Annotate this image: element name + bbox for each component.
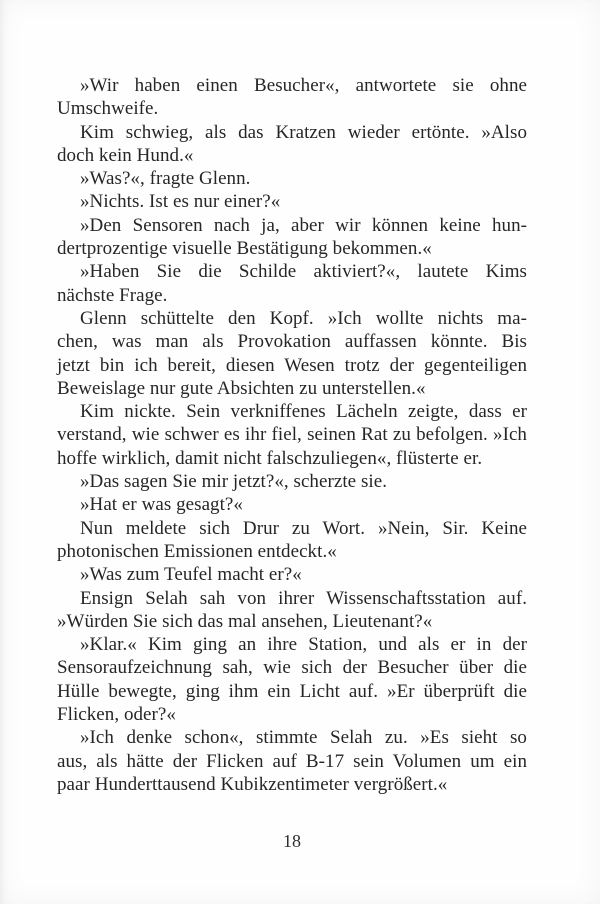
- paragraph: [57, 493, 527, 516]
- text-line: Ensign Selah sah von ihrer Wissenschaftsstation auf.: [80, 587, 527, 609]
- text-line: Flicken, oder?«: [57, 704, 176, 726]
- paragraph: [57, 726, 527, 796]
- text-line: »Ich denke schon«, stimmte Selah zu. »Es sieht so: [80, 727, 527, 749]
- text-line: photonischen Emissionen entdeckt.«: [57, 540, 337, 562]
- body-text: [57, 74, 527, 796]
- text-line: »Was zum Teufel macht er?«: [80, 564, 302, 586]
- text-line: »Hat er was gesagt?«: [80, 494, 243, 516]
- text-line: Beweislage nur gute Absichten zu unterstellen.«: [57, 377, 426, 399]
- text-line: Sensoraufzeichnung sah, wie sich der Besucher über die: [57, 657, 527, 679]
- text-line: chen, was man als Provokation auffassen könnte. Bis: [57, 331, 527, 353]
- text-line: »Das sagen Sie mir jetzt?«, scherzte sie.: [80, 471, 387, 493]
- text-line: Umschweife.: [57, 98, 159, 120]
- text-line: Glenn schüttelte den Kopf. »Ich wollte nichts ma-: [80, 307, 527, 329]
- paragraph: [57, 470, 527, 493]
- text-line: Nun meldete sich Drur zu Wort. »Nein, Sir. Keine: [80, 517, 527, 539]
- text-line: Hülle bewegte, ging ihm ein Licht auf. »Er überprüft die: [57, 680, 527, 702]
- paragraph: [57, 121, 527, 168]
- paragraph: [57, 517, 527, 564]
- paragraph: [57, 307, 527, 400]
- text-line: »Was?«, fragte Glenn.: [80, 168, 251, 190]
- text-line: »Nichts. Ist es nur einer?«: [80, 191, 281, 213]
- paragraph: [57, 563, 527, 586]
- text-line: hoffe wirklich, damit nicht falschzuliegen«, flüsterte er.: [57, 447, 483, 469]
- text-line: »Haben Sie die Schilde aktiviert?«, lautete Kims: [80, 261, 527, 283]
- text-line: »Klar.« Kim ging an ihre Station, und als er in der: [80, 634, 527, 656]
- page-number: 18: [283, 831, 301, 851]
- paragraph: [57, 167, 527, 190]
- text-line: nächste Frage.: [57, 284, 168, 306]
- text-line: verstand, wie schwer es ihr fiel, seinen Rat zu befolgen. »Ich: [57, 424, 527, 446]
- paragraph: [57, 400, 527, 470]
- paragraph: [57, 260, 527, 307]
- text-line: dertprozentige visuelle Bestätigung bekommen.«: [57, 238, 432, 260]
- paragraph: [57, 190, 527, 213]
- paragraph: [57, 74, 527, 121]
- text-line: Kim schwieg, als das Kratzen wieder ertönte. »Also: [80, 121, 527, 143]
- paragraph: [57, 633, 527, 726]
- paragraph: [57, 587, 527, 634]
- text-line: doch kein Hund.«: [57, 144, 194, 166]
- paragraph: [57, 214, 527, 261]
- text-line: aus, als hätte der Flicken auf B-17 sein Volumen um ein: [57, 750, 527, 772]
- text-line: paar Hunderttausend Kubikzentimeter vergrößert.«: [57, 773, 448, 795]
- text-line: »Den Sensoren nach ja, aber wir können keine hun-: [80, 214, 527, 236]
- text-line: jetzt bin ich bereit, diesen Wesen trotz der gegenteiligen: [57, 354, 527, 376]
- text-line: »Wir haben einen Besucher«, antwortete sie ohne: [80, 75, 527, 96]
- text-line: »Würden Sie sich das mal ansehen, Lieutenant?«: [57, 610, 433, 632]
- text-line: Kim nickte. Sein verkniffenes Lächeln zeigte, dass er: [80, 401, 527, 423]
